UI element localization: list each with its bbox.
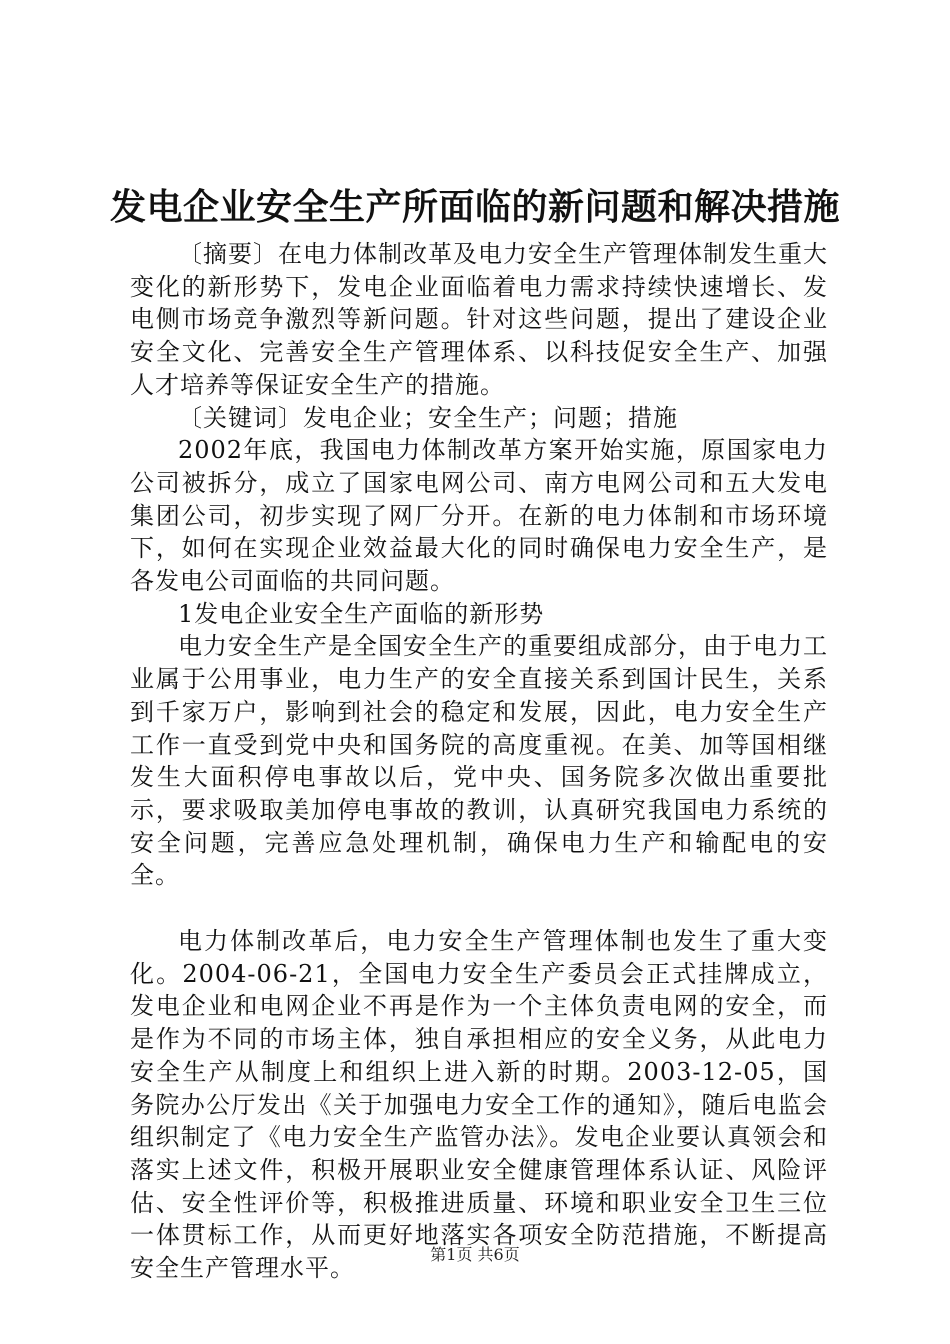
document-body: [130, 238, 828, 1285]
page-title: 发电企业安全生产所面临的新问题和解决措施: [109, 187, 840, 228]
keywords-paragraph: 〔关键词〕发电企业；安全生产；问题；措施: [178, 403, 678, 432]
abstract-paragraph: 〔摘要〕在电力体制改革及电力安全生产管理体制发生重大变化的新形势下，发电企业面临着电力需求持续快速增长、发电侧市场竞争激烈等新问题。针对这些问题，提出了建设企业安全文化、完善安全生产管理体系、以科技促安全生产、加强人才培养等保证安全生产的措施。: [130, 240, 828, 399]
body-paragraph: 电力体制改革后，电力安全生产管理体制也发生了重大变化。2004-06-21，全国电力安全生产委员会正式挂牌成立，发电企业和电网企业不再是作为一个主体负责电网的安全，而是作为不同的市场主体，独自承担相应的安全义务，从此电力安全生产从制度上和组织上进入新的时期。2003-12-05，国务院办公厅发出《关于加强电力安全工作的通知》，随后电监会组织制定了《电力安全生产监管办法》。发电企业要认真领会和落实上述文件，积极开展职业安全健康管理体系认证、风险评估、安全性评价等，积极推进质量、环境和职业安全卫生三位一体贯标工作，从而更好地落实各项安全防范措施，不断提高安全生产管理水平。: [130, 927, 828, 1283]
page-footer: 第1页 共6页: [430, 1245, 520, 1264]
body-paragraph: 电力安全生产是全国安全生产的重要组成部分，由于电力工业属于公用事业，电力生产的安全直接关系到国计民生，关系到千家万户，影响到社会的稳定和发展，因此，电力安全生产工作一直受到党中央和国务院的高度重视。在美、加等国相继发生大面积停电事故以后，党中央、国务院多次做出重要批示，要求吸取美加停电事故的教训，认真研究我国电力系统的安全问题，完善应急处理机制，确保电力生产和输配电的安全。: [130, 632, 828, 890]
section-heading: 1发电企业安全生产面临的新形势: [178, 599, 545, 628]
intro-paragraph: 2002年底，我国电力体制改革方案开始实施，原国家电力公司被拆分，成立了国家电网公司、南方电网公司和五大发电集团公司，初步实现了网厂分开。在新的电力体制和市场环境下，如何在实现企业效益最大化的同时确保电力安全生产，是各发电公司面临的共同问题。: [130, 436, 828, 596]
